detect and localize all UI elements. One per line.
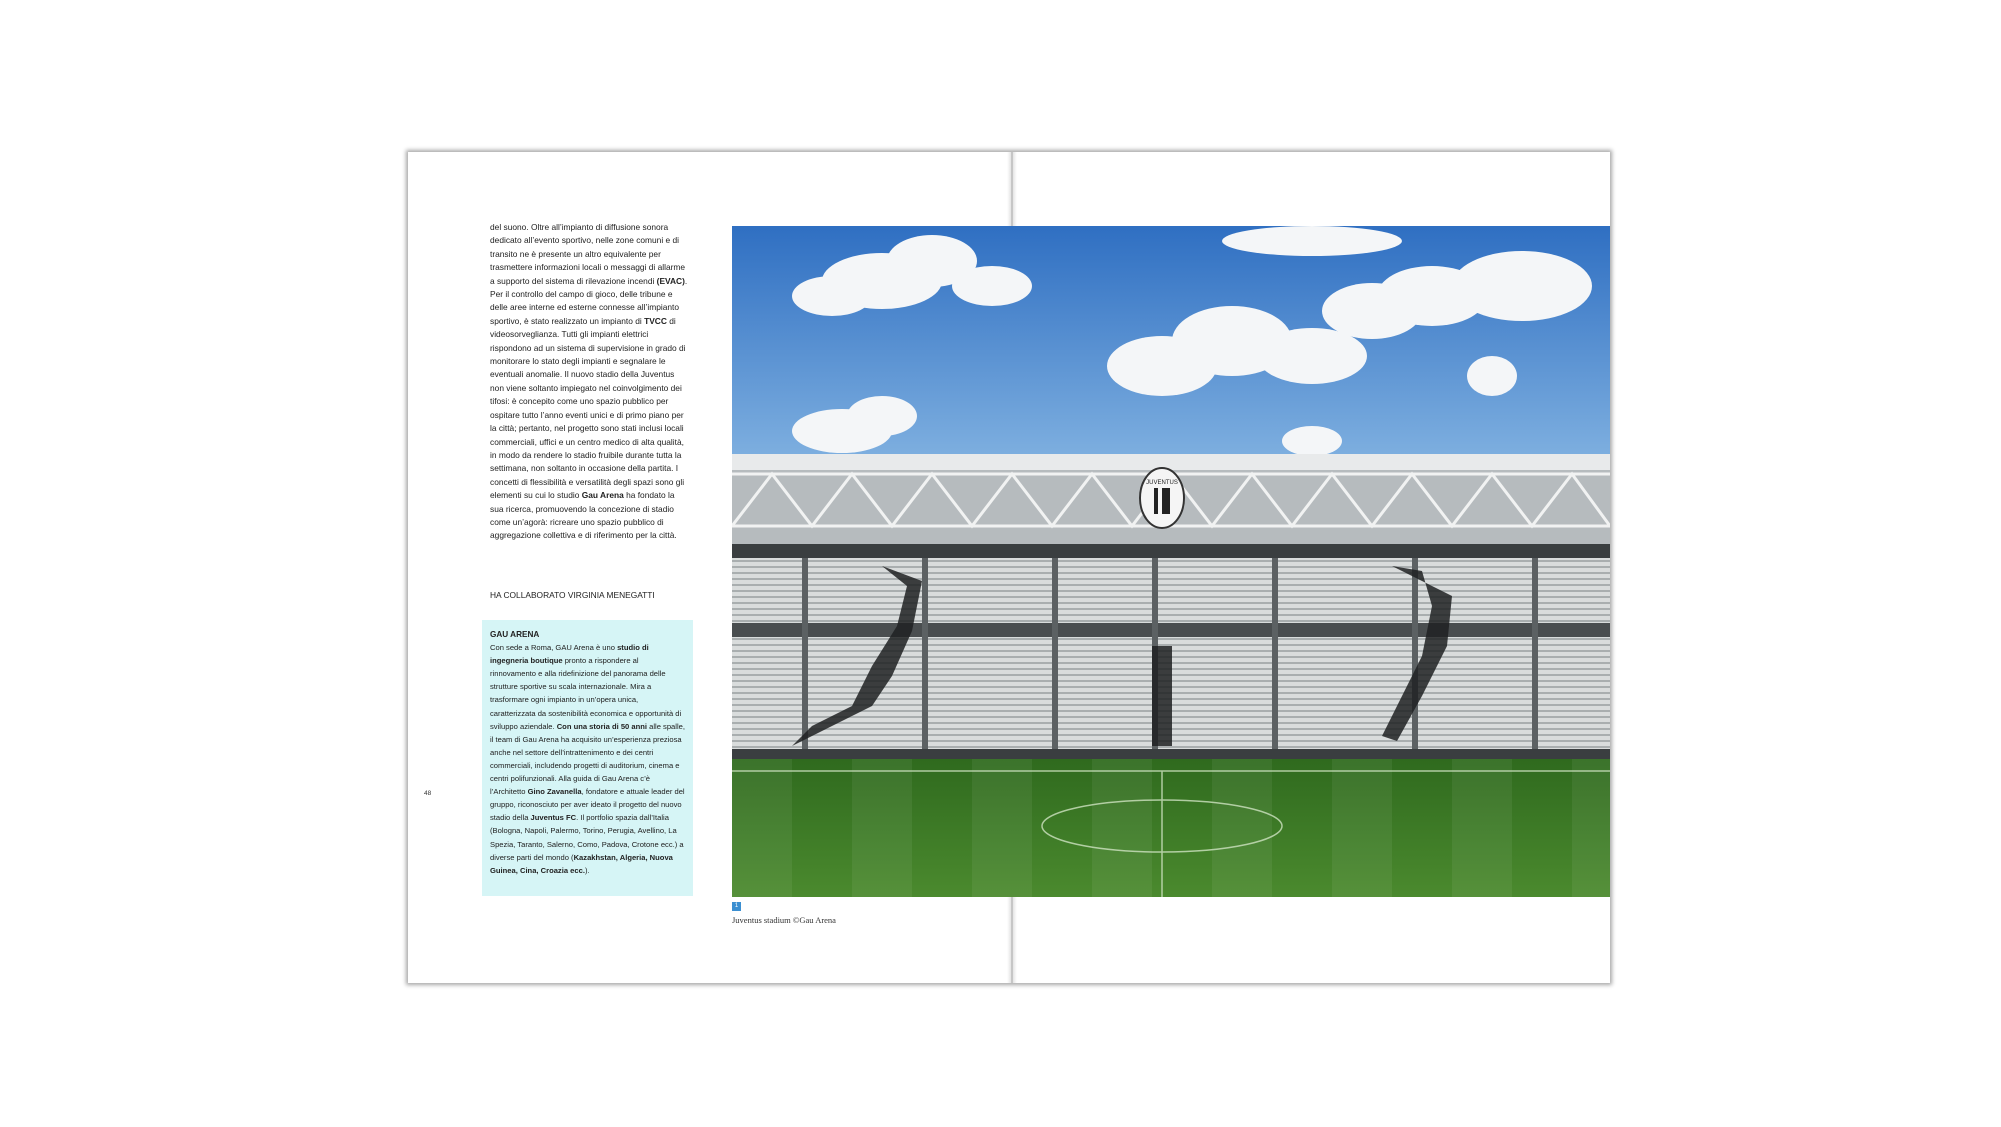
bold-run: Gau Arena (581, 490, 624, 501)
stadium-photo (732, 226, 1610, 897)
figure-number-badge: 1 (732, 902, 741, 911)
bold-run: studio di ingegneria boutique (490, 643, 649, 666)
bold-run: (EVAC) (656, 275, 685, 286)
sidebar-text: Con sede a Roma, GAU Arena è uno studio di ingegneria boutique pronto a rispondere al rinnovamento e alla ridefinizione del panorama delle strutture sportive su scala internazionale. Mira a trasformare ogni impianto in un’opera unica, caratterizzata da sostenibilità economica e opportunità di sviluppo aziendale. Con una storia di 50 anni alle spalle, il team di Gau Arena ha acquisito un’esperienza preziosa anche nel settore dell’intrattenimento e dei centri commerciali, includendo progetti di auditorium, cinema e centri polifunzionali. Alla guida di Gau Arena c’è l’Architetto Gino Zavanella, fondatore e attuale leader del gruppo, riconosciuto per aver ideato il progetto del nuovo stadio della Juventus FC. Il portfolio spazia dall’Italia (Bologna, Napoli, Palermo, Torino, Perugia, Avellino, La Spezia, Taranto, Salerno, Como, Padova, Crotone ecc.) a diverse parti del mondo (Kazakhstan, Algeria, Nuova Guinea, Cina, Croazia ecc.). (490, 643, 685, 875)
bold-run: TVCC (644, 315, 667, 326)
svg-text:JUVENTUS: JUVENTUS (1146, 480, 1178, 486)
bold-run: Con una storia di 50 anni (556, 721, 647, 731)
figure-caption: Juventus stadium ©Gau Arena (732, 915, 836, 925)
upper-tier (732, 558, 1610, 623)
bold-run: Gino Zavanella (527, 787, 582, 797)
bold-run: Kazakhstan, Algeria, Nuova Guinea, Cina, Croazia ecc. (490, 852, 673, 875)
magazine-spread (408, 152, 1610, 983)
gau-arena-sidebar (482, 620, 693, 896)
juventus-crest-icon (1140, 468, 1184, 528)
sidebar-title: GAU ARENA (490, 630, 540, 639)
roof (732, 454, 1610, 470)
page-number: 48 (424, 790, 432, 797)
collaboration-credit: HA COLLABORATO VIRGINIA MENEGATTI (490, 590, 655, 600)
body-text: del suono. Oltre all’impianto di diffusione sonora dedicato all’evento sportivo, nelle zone comuni e di transito ne è presente un altro equivalente per trasmettere informazioni locali o messaggi di allarme a supporto del sistema di rilevazione incendi (EVAC). Per il controllo del campo di gioco, delle tribune e delle aree interne ed esterne connesse all’impianto sportivo, è stato realizzato un impianto di TVCC di videosorveglianza. Tutti gli impianti elettrici rispondono ad un sistema di supervisione in grado di monitorare lo stato degli impianti e segnalare le eventuali anomalie. Il nuovo stadio della Juventus non viene soltanto impiegato nel coinvolgimento dei tifosi: è concepito come uno spazio pubblico per ospitare tutto l’anno eventi unici e di primo piano per la città; pertanto, nel progetto sono stati inclusi locali commerciali, uffici e un centro medico di alta qualità, in modo da rendere lo stadio fruibile durante tutta la settimana, non soltanto in occasione della partita. I concetti di flessibilità e versatilità degli spazi sono gli elementi su cui lo studio Gau Arena ha fondato la sua ricerca, promuovendo la concezione di stadio come un’agorà: ricreare uno spazio pubblico di aggregazione collettiva e di riferimento per la città. (490, 222, 688, 541)
bold-run: Juventus FC (530, 813, 577, 823)
